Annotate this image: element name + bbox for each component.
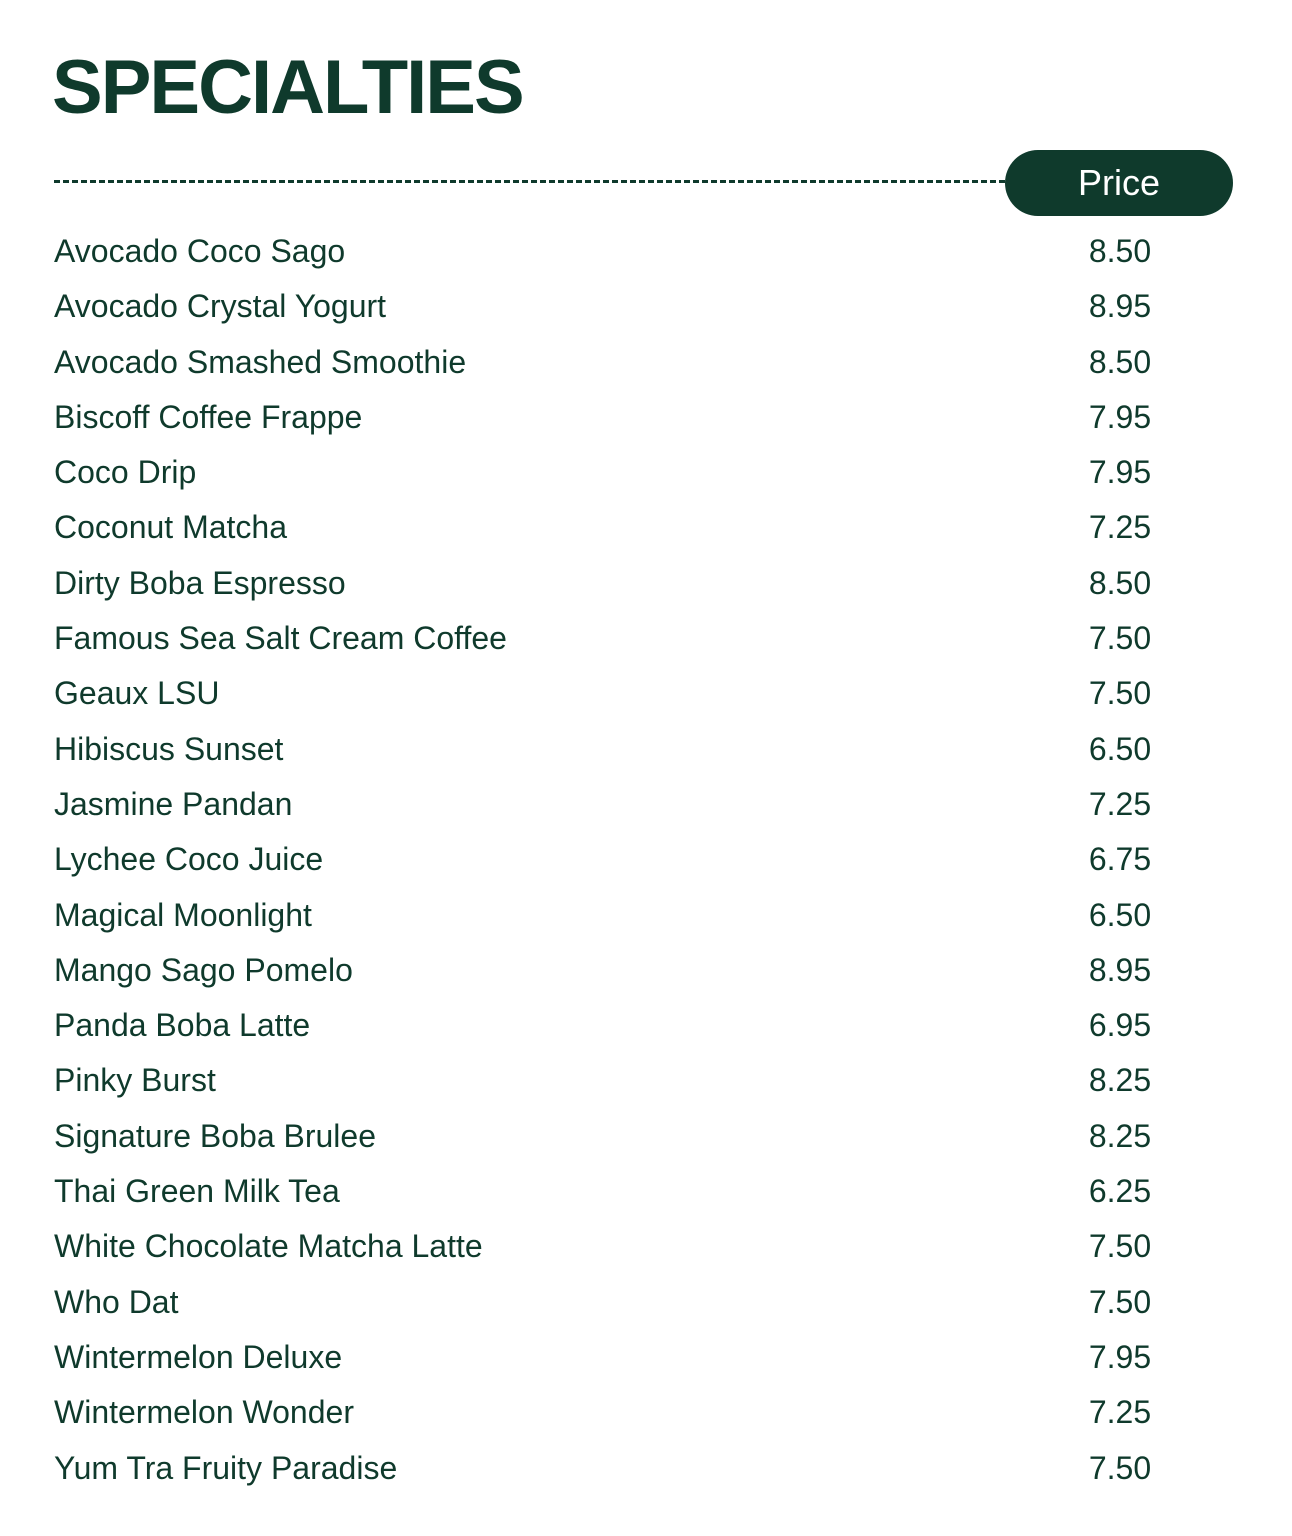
menu-item <box>0 1385 1292 1440</box>
menu-item-price: 7.50 <box>1088 1283 1152 1320</box>
menu-item <box>0 998 1292 1053</box>
menu-item-price: 6.95 <box>1088 1007 1152 1044</box>
menu-item <box>0 888 1292 943</box>
menu-item <box>0 1441 1292 1496</box>
menu-item <box>0 1219 1292 1274</box>
menu-item <box>0 556 1292 611</box>
menu-item-list <box>0 224 1292 1496</box>
menu-item-name: Signature Boba Brulee <box>54 1117 376 1154</box>
menu-item-name: Who Dat <box>54 1283 179 1320</box>
menu-item-price: 7.50 <box>1088 1228 1152 1265</box>
menu-item-price: 8.50 <box>1088 233 1152 269</box>
dashed-divider <box>54 180 1014 183</box>
menu-item-name: Coconut Matcha <box>54 509 288 546</box>
menu-item-name: Thai Green Milk Tea <box>54 1173 340 1210</box>
menu-item <box>0 611 1292 666</box>
menu-item-price: 8.50 <box>1088 343 1152 380</box>
menu-item <box>0 943 1292 998</box>
menu-item-price: 7.50 <box>1088 1449 1152 1486</box>
menu-item <box>0 335 1292 390</box>
menu-item-price: 7.50 <box>1088 675 1152 712</box>
menu-item-name: Magical Moonlight <box>54 896 312 933</box>
menu-item-price: 6.50 <box>1088 896 1152 933</box>
menu-item-name: Mango Sago Pomelo <box>54 951 353 988</box>
menu-item <box>0 500 1292 555</box>
menu-item <box>0 1275 1292 1330</box>
menu-item-name: Panda Boba Latte <box>54 1007 311 1044</box>
menu-item <box>0 1164 1292 1219</box>
menu-item <box>0 390 1292 445</box>
price-column-header: Price <box>1005 150 1233 216</box>
menu-item-price: 8.95 <box>1088 288 1152 325</box>
menu-item <box>0 1330 1292 1385</box>
menu-item-price: 8.25 <box>1088 1062 1152 1099</box>
menu-item-name: Coco Drip <box>54 454 197 491</box>
menu-item-price: 7.25 <box>1088 1394 1152 1431</box>
menu-item-name: Pinky Burst <box>54 1062 216 1099</box>
menu-item-price: 8.50 <box>1088 564 1152 601</box>
menu-item-name: Avocado Coco Sago <box>54 233 346 269</box>
menu-item-name: White Chocolate Matcha Latte <box>54 1228 483 1265</box>
menu-item-price: 6.25 <box>1088 1173 1152 1210</box>
menu-item <box>0 666 1292 721</box>
menu-item <box>0 722 1292 777</box>
menu-item-name: Dirty Boba Espresso <box>54 564 346 601</box>
menu-item-price: 7.95 <box>1088 398 1152 435</box>
menu-item-price: 7.95 <box>1088 454 1152 491</box>
menu-item-price: 7.25 <box>1088 785 1152 822</box>
menu-item <box>0 445 1292 500</box>
menu-item <box>0 777 1292 832</box>
menu-item-name: Geaux LSU <box>54 675 220 712</box>
page-title: SPECIALTIES <box>52 45 523 130</box>
menu-item-name: Wintermelon Wonder <box>54 1394 354 1431</box>
menu-item-price: 7.50 <box>1088 620 1152 657</box>
menu-item-price: 6.50 <box>1088 730 1152 767</box>
menu-item-name: Lychee Coco Juice <box>54 841 324 878</box>
menu-item-name: Avocado Smashed Smoothie <box>54 343 467 380</box>
menu-item-name: Famous Sea Salt Cream Coffee <box>54 620 507 657</box>
menu-item-price: 8.25 <box>1088 1117 1152 1154</box>
menu-item-name: Yum Tra Fruity Paradise <box>54 1449 398 1486</box>
menu-item-price: 7.95 <box>1088 1338 1152 1375</box>
menu-item-name: Jasmine Pandan <box>54 785 293 822</box>
menu-item-name: Wintermelon Deluxe <box>54 1338 343 1375</box>
menu-item-price: 8.95 <box>1088 951 1152 988</box>
menu-item-name: Hibiscus Sunset <box>54 730 284 767</box>
menu-item-name: Biscoff Coffee Frappe <box>54 398 363 435</box>
menu-item <box>0 224 1292 279</box>
menu-item <box>0 1053 1292 1108</box>
menu-item <box>0 279 1292 334</box>
menu-item <box>0 832 1292 887</box>
menu-item-price: 6.75 <box>1088 841 1152 878</box>
menu-item-price: 7.25 <box>1088 509 1152 546</box>
menu-item-name: Avocado Crystal Yogurt <box>54 288 387 325</box>
menu-item <box>0 1109 1292 1164</box>
